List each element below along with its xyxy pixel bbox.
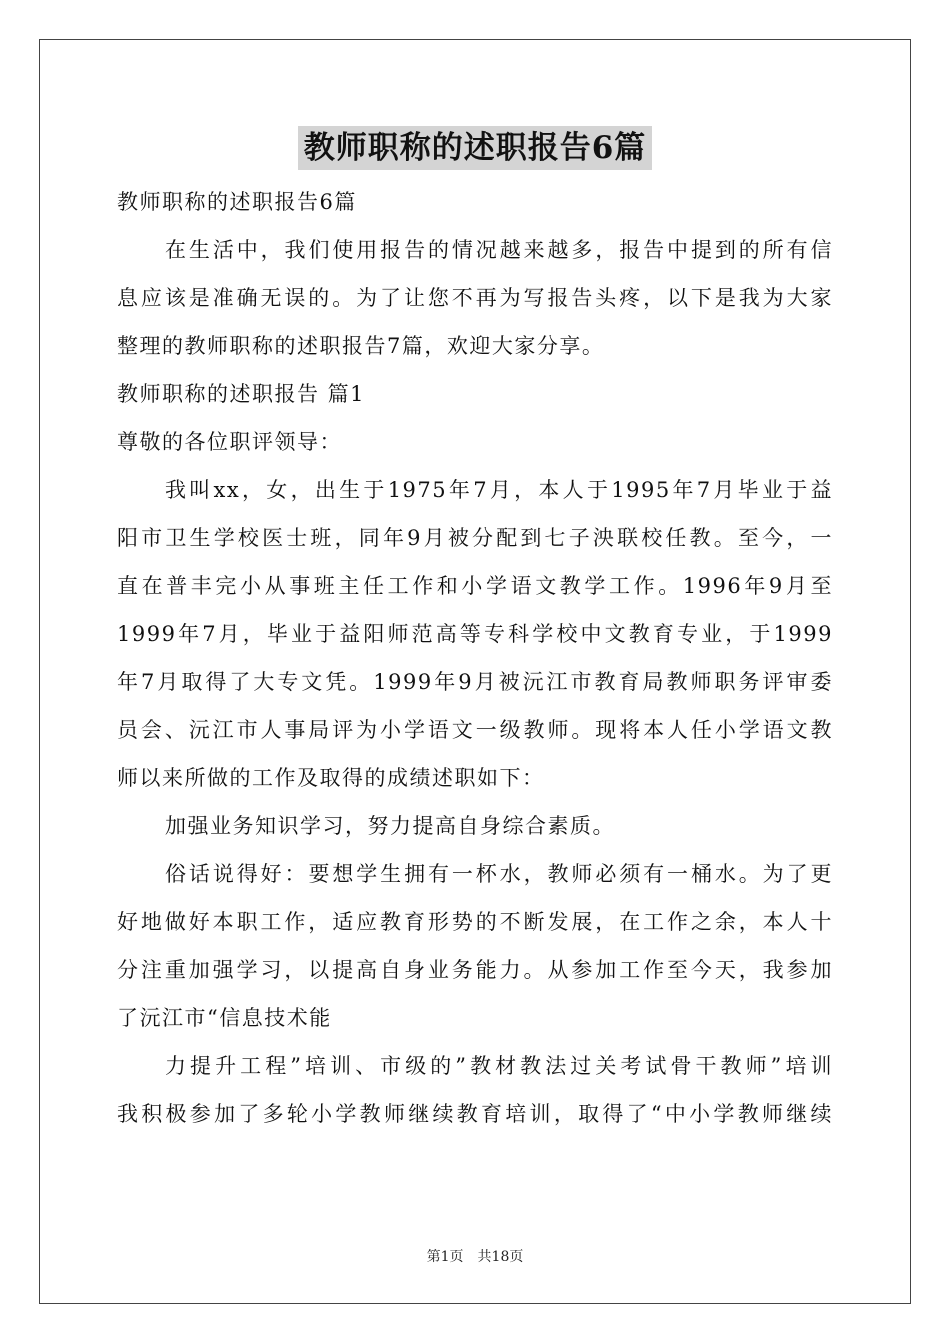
document-title: 教师职称的述职报告6篇 — [298, 126, 653, 170]
text-line: 力提升工程”培训、市级的”教材教法过关考试骨干教师”培训 — [165, 1054, 833, 1078]
text-line: 加强业务知识学习，努力提高自身综合素质。 — [165, 814, 615, 838]
text-line: 师以来所做的工作及取得的成绩述职如下： — [117, 766, 545, 790]
text-line: 在生活中，我们使用报告的情况越来越多，报告中提到的所有信 — [165, 238, 833, 262]
text-line: 分注重加强学习，以提高自身业务能力。从参加工作至今天，我参加 — [117, 958, 833, 982]
page-number-footer: 第1页 共18页 — [426, 1249, 524, 1265]
text-line: 我叫xx，女，出生于1975年7月，本人于1995年7月毕业于益 — [165, 478, 833, 502]
document-body — [117, 178, 833, 1138]
title-container — [0, 126, 950, 170]
text-line: 教师职称的述职报告 篇1 — [117, 382, 366, 406]
text-line: 教师职称的述职报告6篇 — [117, 190, 357, 214]
text-line: 整理的教师职称的述职报告7篇，欢迎大家分享。 — [117, 334, 605, 358]
text-line: 阳市卫生学校医士班，同年9月被分配到七子泱联校任教。至今，一 — [117, 526, 833, 550]
text-line: 员会、沅江市人事局评为小学语文一级教师。现将本人任小学语文教 — [117, 718, 833, 742]
text-line: 1999年7月，毕业于益阳师范高等专科学校中文教育专业，于1999 — [117, 622, 833, 646]
text-line: 尊敬的各位职评领导： — [117, 430, 342, 454]
text-line: 了沅江市“信息技术能 — [117, 1006, 332, 1030]
text-line: 我积极参加了多轮小学教师继续教育培训，取得了“中小学教师继续 — [117, 1102, 833, 1126]
text-line: 好地做好本职工作，适应教育形势的不断发展，在工作之余，本人十 — [117, 910, 833, 934]
text-line: 直在普丰完小从事班主任工作和小学语文教学工作。1996年9月至 — [117, 574, 833, 598]
text-line: 俗话说得好：要想学生拥有一杯水，教师必须有一桶水。为了更 — [165, 862, 833, 886]
text-line: 息应该是准确无误的。为了让您不再为写报告头疼，以下是我为大家 — [117, 286, 833, 310]
text-line: 年7月取得了大专文凭。1999年9月被沅江市教育局教师职务评审委 — [117, 670, 833, 694]
